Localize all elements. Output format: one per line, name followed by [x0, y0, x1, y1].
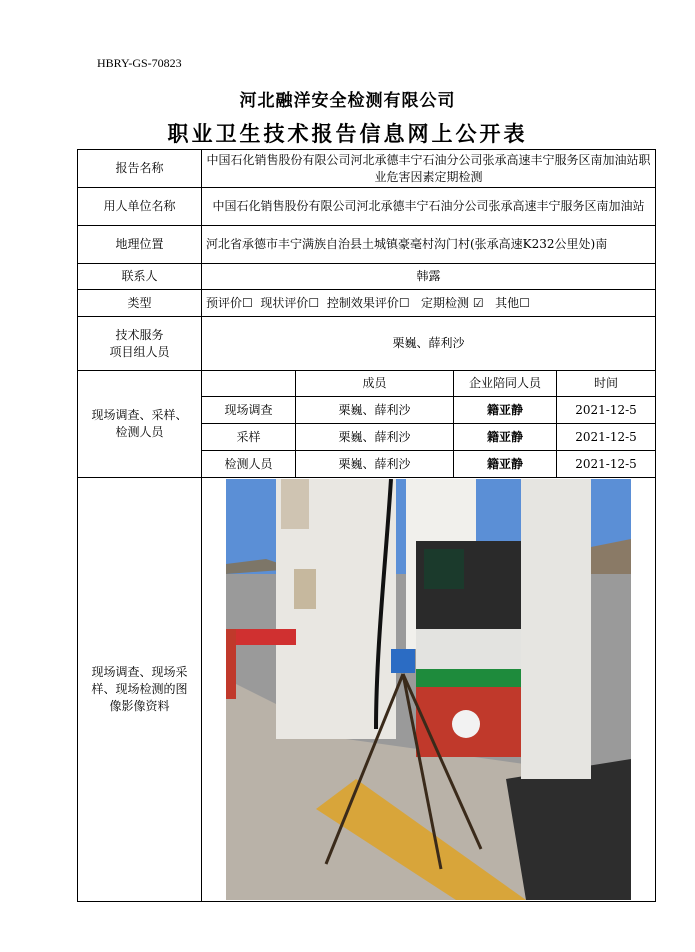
survey-role: 现场调查	[202, 397, 296, 424]
type-option-control-effect: 控制效果评价☐	[326, 295, 410, 310]
document-title: 职业卫生技术报告信息网上公开表	[167, 121, 528, 146]
type-option-pre-evaluation: 预评价☐	[206, 295, 253, 310]
pillar-panel	[294, 569, 316, 609]
survey-header-date: 时间	[557, 371, 656, 397]
survey-label-line1: 现场调查、采样、	[91, 408, 188, 422]
survey-header-escort: 企业陪同人员	[454, 371, 557, 397]
survey-date: 2021-12-5	[557, 424, 656, 451]
survey-members: 栗巍、薛利沙	[296, 424, 454, 451]
survey-escort: 籍亚静	[454, 397, 557, 424]
survey-header-blank	[202, 371, 296, 397]
survey-date: 2021-12-5	[557, 451, 656, 478]
report-name-value: 中国石化销售股份有限公司河北承德丰宁石油分公司张承高速丰宁服务区南加油站职业危害因素定期检测	[202, 150, 656, 188]
row-employer	[78, 188, 656, 226]
company-name: 河北融洋安全检测有限公司	[239, 91, 456, 111]
row-report-name	[78, 150, 656, 188]
type-option-other: 其他☐	[495, 295, 530, 310]
survey-label	[78, 371, 202, 478]
survey-members: 栗巍、薛利沙	[296, 397, 454, 424]
contact-value: 韩露	[202, 264, 656, 290]
contact-label: 联系人	[78, 264, 202, 290]
site-photo	[226, 479, 631, 900]
employer-value: 中国石化销售股份有限公司河北承德丰宁石油分公司张承高速丰宁服务区南加油站	[202, 188, 656, 226]
type-options	[202, 290, 656, 317]
right-pillar	[521, 479, 591, 779]
row-photo	[78, 478, 656, 902]
gas-station-photo	[226, 479, 631, 900]
pump-screen	[424, 549, 464, 589]
pump-green-band	[416, 669, 521, 687]
survey-header-members: 成员	[296, 371, 454, 397]
disclosure-table	[77, 149, 656, 902]
employer-label: 用人单位名称	[78, 188, 202, 226]
row-contact	[78, 264, 656, 290]
row-type	[78, 290, 656, 317]
photo-label-line1: 现场调查、现场采	[91, 665, 188, 679]
tech-leader-label-line2: 项目组人员	[109, 344, 170, 359]
tech-leader-label	[78, 317, 202, 371]
photo-cell	[202, 478, 656, 902]
document-code: HBRY-GS-70823	[97, 56, 182, 70]
tech-leader-value: 栗巍、薛利沙	[202, 317, 656, 371]
location-label: 地理位置	[78, 226, 202, 264]
survey-date: 2021-12-5	[557, 397, 656, 424]
photo-label-line3: 像影像资料	[109, 699, 170, 713]
row-tech-leader	[78, 317, 656, 371]
survey-role: 检测人员	[202, 451, 296, 478]
survey-role: 采样	[202, 424, 296, 451]
barrier-post	[226, 629, 236, 699]
survey-label-line2: 检测人员	[115, 425, 164, 439]
pillar-sign	[281, 479, 309, 529]
type-label: 类型	[78, 290, 202, 317]
photo-label	[78, 478, 202, 902]
location-value: 河北省承德市丰宁满族自治县土城镇豪毫村沟门村(张承高速K232公里处)南	[202, 226, 656, 264]
type-option-periodic-detection: 定期检测 ☑	[421, 295, 484, 310]
noise-meter	[391, 649, 415, 673]
pump-logo	[452, 710, 480, 738]
report-name-label: 报告名称	[78, 150, 202, 188]
survey-escort: 籍亚静	[454, 451, 557, 478]
pump-island-base	[506, 759, 631, 900]
survey-members: 栗巍、薛利沙	[296, 451, 454, 478]
type-option-status-evaluation: 现状评价☐	[260, 295, 320, 310]
row-survey-header	[78, 371, 656, 397]
photo-label-line2: 样、现场检测的图	[91, 682, 188, 696]
row-location	[78, 226, 656, 264]
tech-leader-label-line1: 技术服务	[115, 327, 164, 342]
pump-body	[416, 629, 521, 669]
survey-escort: 籍亚静	[454, 424, 557, 451]
barrier-bar	[226, 629, 296, 645]
